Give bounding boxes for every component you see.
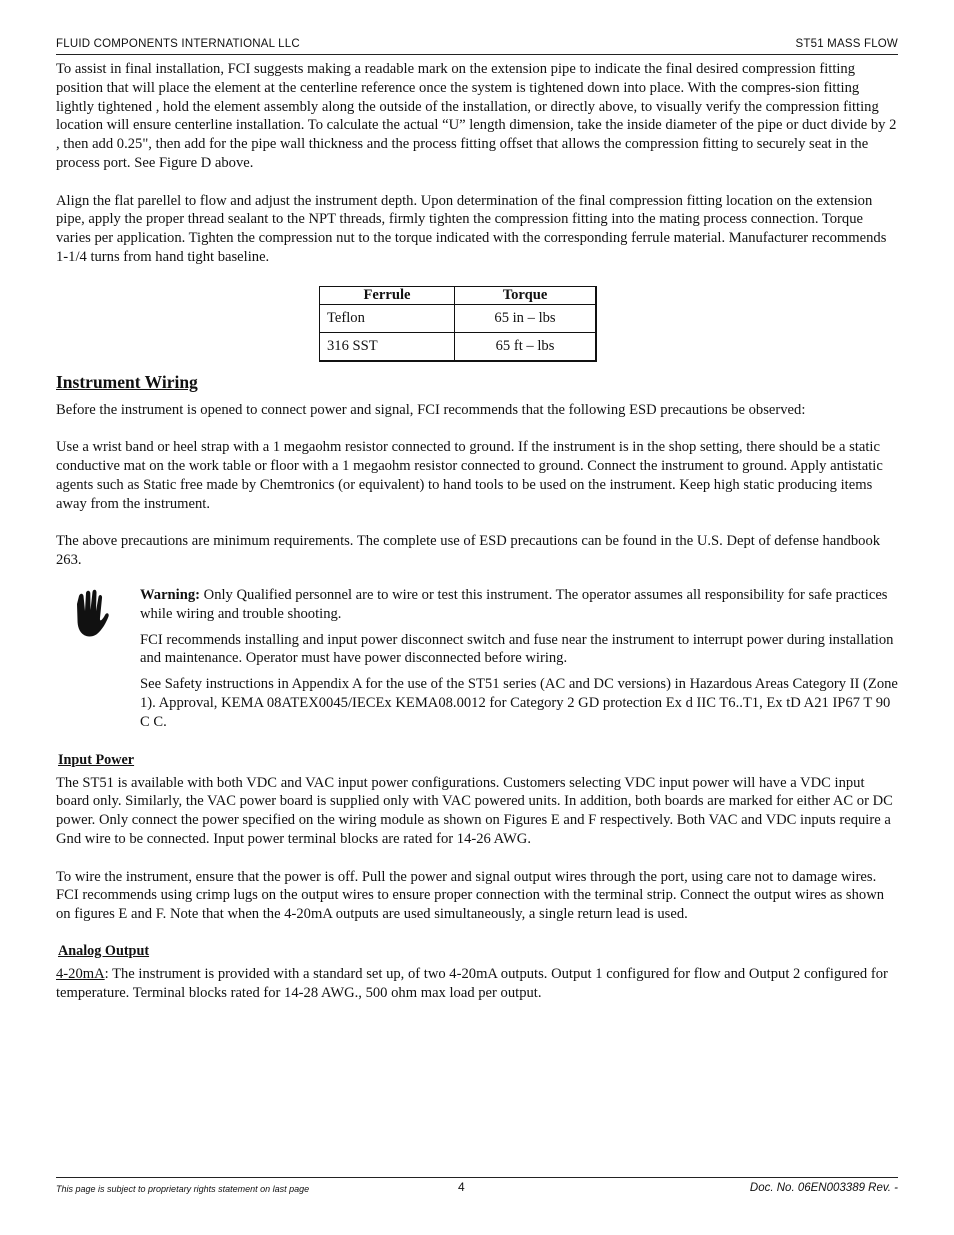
analog-output-term: 4-20mA: [56, 965, 105, 982]
section-title-input-power: Input Power: [58, 751, 135, 768]
table-row: [320, 304, 597, 332]
header-company: FLUID COMPONENTS INTERNATIONAL LLC: [56, 38, 300, 50]
footer-doc-number: Doc. No. 06EN003389 Rev. -: [749, 1182, 898, 1194]
page-header: [56, 38, 898, 55]
page-content: [56, 60, 898, 1002]
analog-output-paragraph: [56, 965, 898, 1003]
section-title-instrument-wiring: Instrument Wiring: [56, 371, 198, 392]
section-title-analog-output: Analog Output: [58, 942, 150, 959]
wiring-paragraph-3: The above precautions are minimum requirements. The complete use of ESD precautions can be found in the U.S. Dept of defense handbook 263.: [56, 533, 881, 569]
footer-page-number: 4: [458, 1180, 465, 1194]
table-cell-torque: 65 ft – lbs: [455, 332, 597, 361]
warning-paragraph-1: [140, 586, 898, 624]
warning-paragraph-3: See Safety instructions in Appendix A for the use of the ST51 series (AC and DC versions) in Hazardous Areas Category II (Zone 1). Approval, KEMA 08ATEX0045/IECEx KEMA08.0012 for Category 2 GD protection Ex d IIC T6..T1, Ex tD A21 IP67 T 90 C C.: [140, 676, 898, 730]
header-product: ST51 MASS FLOW: [795, 38, 898, 50]
wiring-paragraph-1: Before the instrument is opened to connect power and signal, FCI recommends that the following ESD precautions be observed:: [56, 401, 806, 418]
table-header-torque: Torque: [455, 286, 597, 304]
warning-label: Warning:: [140, 586, 201, 603]
page-footer: [56, 1177, 898, 1194]
wiring-paragraph-2: Use a wrist band or heel strap with a 1 megaohm resistor connected to ground. If the instrument is in the shop setting, there should be a static conductive mat on the work table or floor with a 1 megaohm resistor connected to ground. Connect the instrument to ground. Apply antistatic agents such as Static free made by Chemtronics (or equivalent) to hand tools to be used on the instrument. Keep high static producing items away from the instrument.: [56, 439, 883, 512]
input-power-paragraph-2: To wire the instrument, ensure that the power is off. Pull the power and signal output wires through the port, using care not to damage wires. FCI recommends using crimp lugs on the output wires to ensure proper connection with the terminal strip. Connect the output wires as shown on figures E and F. Note that when the 4-20mA outputs are used simultaneously, a single return lead is used.: [56, 868, 885, 923]
hand-stop-icon: [70, 588, 110, 638]
ferrule-torque-table: [319, 286, 597, 362]
table-cell-torque: 65 in – lbs: [455, 304, 597, 332]
warning-text-1: Only Qualified personnel are to wire or test this instrument. The operator assumes all responsibility for safe practices while wiring and trouble shooting.: [140, 586, 888, 622]
warning-block: [56, 586, 898, 732]
footer-proprietary-note: This page is subject to proprietary rights statement on last page: [56, 1184, 310, 1194]
input-power-paragraph-1: The ST51 is available with both VDC and VAC input power configurations. Customers selecting VDC input power will have a VDC input board only. Similarly, the VAC power board is supplied only with VAC powered units. In addition, both boards are marked for either AC or DC power. Only connect the power specified on the wiring module as shown on Figures E and F respectively. Both VAC and VDC inputs require a Gnd wire to be connected. Input power terminal blocks are rated for 14-26 AWG.: [56, 774, 893, 847]
table-row: [320, 332, 597, 361]
warning-paragraph-2: FCI recommends installing and input power disconnect switch and fuse near the instrument to interrupt power during installation and maintenance. Operator must have power disconnected before wiring.: [140, 631, 894, 667]
intro-paragraph-1: To assist in final installation, FCI suggests making a readable mark on the extension pipe to indicate the final desired compression fitting position that will place the element at the centerline reference once the system is tightened down into place. With the compres-sion fitting lightly tightened , hold the element assembly along the outside of the installation, or directly above, to visually verify the compression fitting location will ensure centerline installation. To calculate the actual “U” length dimension, take the inside diameter of the pipe or duct divide by 2 , then add 0.25", then add for the pipe wall thickness and the process fitting offset that allows the compression fitting to securely seat in the process port. See Figure D above.: [56, 61, 897, 171]
table-header-row: [320, 286, 597, 304]
table-header-ferrule: Ferrule: [320, 286, 455, 304]
table-cell-ferrule: 316 SST: [320, 332, 455, 361]
table-cell-ferrule: Teflon: [320, 304, 455, 332]
analog-output-text: : The instrument is provided with a standard set up, of two 4-20mA outputs. Output 1 configured for flow and Output 2 configured for temperature. Terminal blocks rated for 14-28 AWG., 500 ohm max load per output.: [56, 965, 888, 1001]
intro-paragraph-2: Align the flat parellel to flow and adjust the instrument depth. Upon determination of the final compression fitting location on the extension pipe, apply the proper thread sealant to the NPT threads, firmly tighten the compression fitting into the mating process connection. Torque varies per application. Tighten the compression nut to the torque indicated with the corresponding ferrule material. Manufacturer recommends 1-1/4 turns from hand tight baseline.: [56, 192, 887, 265]
